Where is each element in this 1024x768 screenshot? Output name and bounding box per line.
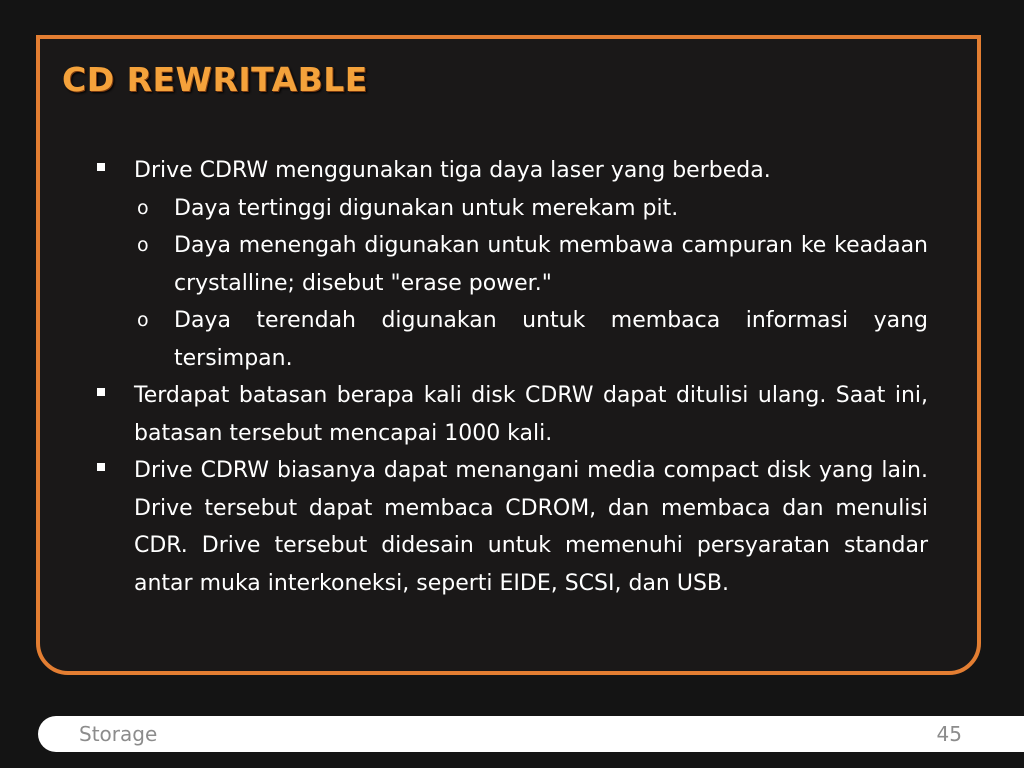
- slide-body: [95, 152, 928, 602]
- sub-bullet-item: [95, 227, 928, 302]
- circle-bullet-icon: o: [137, 234, 149, 256]
- sub-bullet-text: Daya tertinggi digunakan untuk merekam pit.: [174, 195, 679, 221]
- sub-bullet-item: [95, 302, 928, 377]
- footer-bar: [38, 716, 1024, 752]
- circle-bullet-icon: o: [137, 309, 149, 331]
- bullet-item: [95, 377, 928, 452]
- circle-bullet-icon: o: [137, 196, 149, 219]
- square-bullet-icon: [97, 377, 105, 415]
- square-bullet-icon: [97, 152, 105, 190]
- sub-bullet-text: Daya terendah digunakan untuk membaca informasi yang tersimpan.: [174, 308, 928, 371]
- sub-bullet-text: Daya menengah digunakan untuk membawa campuran ke keadaan crystalline; disebut "erase power.": [174, 233, 928, 296]
- footer-section-label: Storage: [79, 722, 158, 746]
- bullet-text: Drive CDRW menggunakan tiga daya laser yang berbeda.: [134, 158, 771, 183]
- bullet-text: Terdapat batasan berapa kali disk CDRW dapat ditulisi ulang. Saat ini, batasan tersebut mencapai 1000 kali.: [134, 383, 928, 446]
- bullet-text: Drive CDRW biasanya dapat menangani media compact disk yang lain. Drive tersebut dapat membaca CDROM, dan membaca dan menulisi CDR. Drive tersebut didesain untuk memenuhi persyaratan standar antar muka interkoneksi, seperti EIDE, SCSI, dan USB.: [134, 458, 928, 596]
- sub-bullet-item: [95, 190, 928, 228]
- bullet-item: [95, 152, 928, 190]
- square-bullet-icon: [97, 452, 105, 490]
- page-number: 45: [936, 722, 962, 746]
- bullet-item: [95, 452, 928, 602]
- slide-title: CD REWRITABLE: [62, 60, 368, 99]
